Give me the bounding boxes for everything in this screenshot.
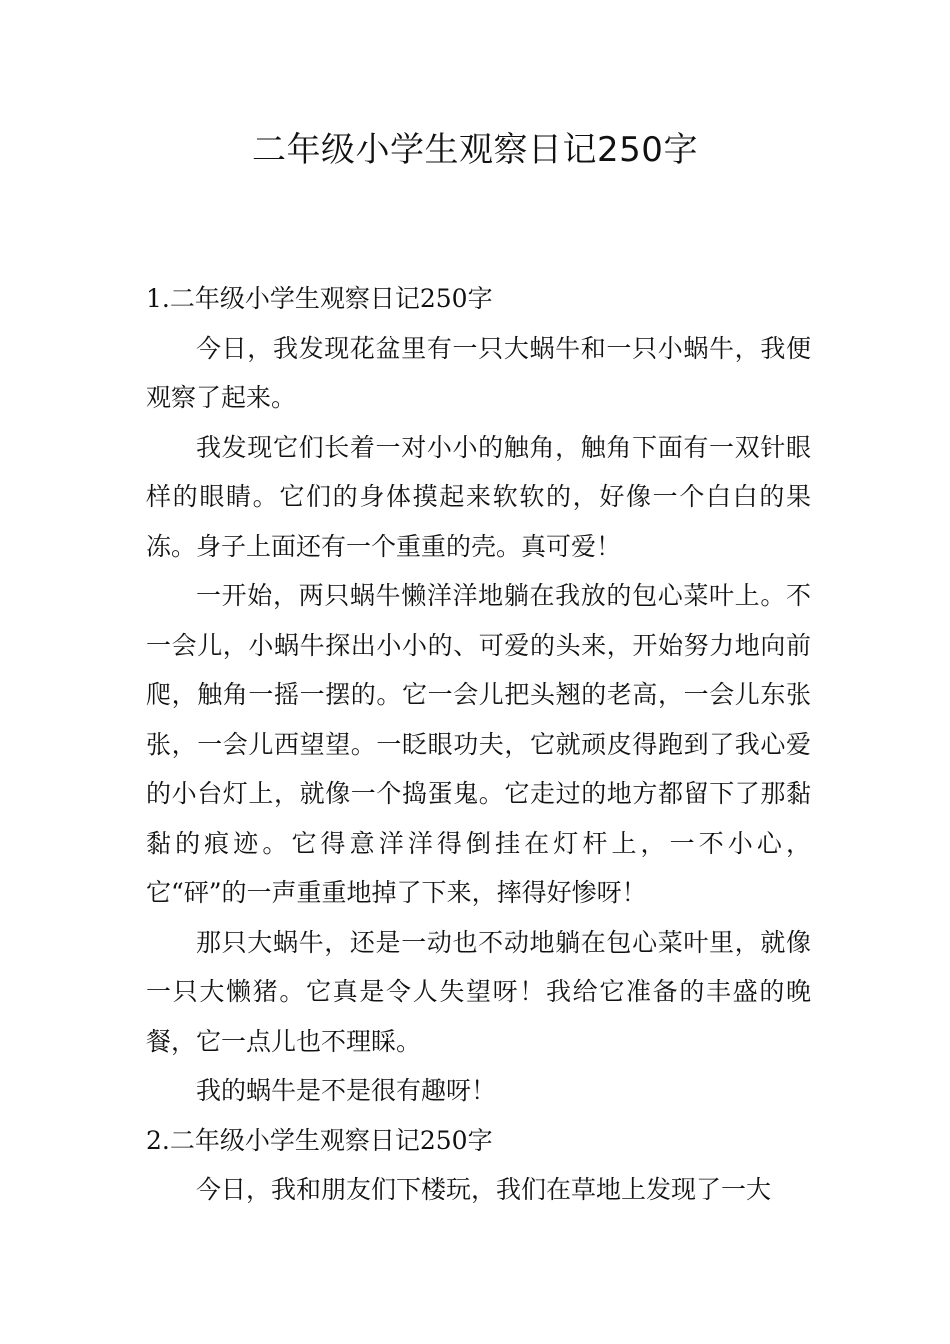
page-title: 二年级小学生观察日记250字 — [252, 130, 698, 170]
document-body — [146, 274, 811, 1215]
section-heading-1: 1.二年级小学生观察日记250字 — [146, 284, 493, 313]
paragraph: 我发现它们长着一对小小的触角，触角下面有一双针眼样的眼睛。它们的身体摸起来软软的，好像一个白白的果冻。身子上面还有一个重重的壳。真可爱！ — [146, 432, 811, 561]
paragraph: 今日，我发现花盆里有一只大蜗牛和一只小蜗牛，我便观察了起来。 — [146, 333, 811, 412]
paragraph: 一开始，两只蜗牛懒洋洋地躺在我放的包心菜叶上。不一会儿，小蜗牛探出小小的、可爱的头来，开始努力地向前爬，触角一摇一摆的。它一会儿把头翘的老高，一会儿东张张，一会儿西望望。一眨眼功夫，它就顽皮得跑到了我心爱的小台灯上，就像一个捣蛋鬼。它走过的地方都留下了那黏黏的痕迹。它得意洋洋得倒挂在灯杆上，一不小心，它“砰”的一声重重地掉了下来，摔得好惨呀！ — [146, 581, 811, 907]
paragraph: 那只大蜗牛，还是一动也不动地躺在包心菜叶里，就像一只大懒猪。它真是令人失望呀！我给它准备的丰盛的晚餐，它一点儿也不理睬。 — [146, 927, 811, 1056]
section-heading-2: 2.二年级小学生观察日记250字 — [146, 1125, 493, 1155]
paragraph: 我的蜗牛是不是很有趣呀！ — [196, 1076, 497, 1105]
paragraph: 今日，我和朋友们下楼玩，我们在草地上发现了一大 — [196, 1175, 772, 1204]
